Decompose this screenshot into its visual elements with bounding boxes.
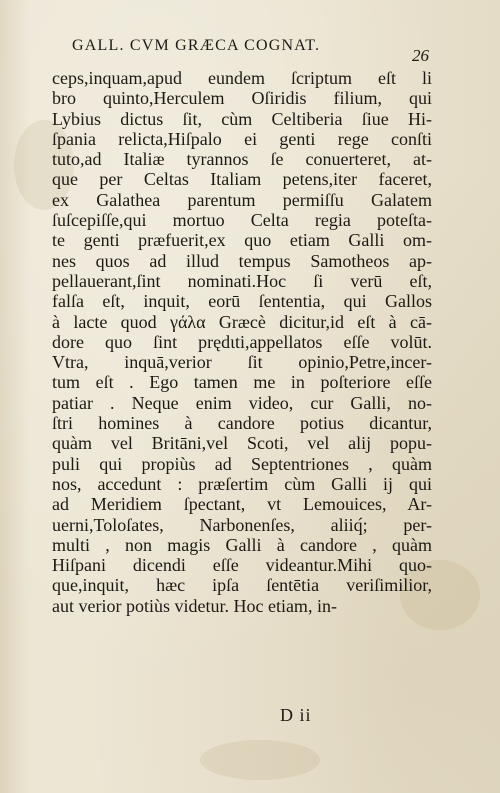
text-line: ſtri homines à candore potius dicantur, — [52, 413, 432, 434]
text-line: pellauerant,ſint nominati.Hoc ſi verū eſt, — [52, 270, 432, 291]
text-line: tum eſt . Ego tamen me in poſteriore eſſe — [52, 372, 432, 393]
paper-stain — [200, 740, 320, 780]
text-line: falſa eſt, inquit, eorū ſententia, qui Gallos — [52, 291, 432, 312]
page-number: 26 — [412, 46, 429, 65]
text-line: bro quinto,Herculem Oſiridis filium, qui — [52, 88, 432, 109]
text-line: nes quos ad illud tempus Samotheos ap- — [52, 250, 432, 271]
text-line: dore quo ſint prędιti,appellatos eſſe volūt. — [52, 331, 432, 352]
text-line: ſpania relicta,Hiſpalo ei genti rege conſti — [52, 128, 432, 149]
text-line: ad Meridiem ſpectant, vt Lemouices, Ar- — [52, 494, 432, 515]
signature-mark: D ii — [280, 705, 312, 725]
text-line: multi , non magis Galli à candore , quàm — [52, 534, 432, 555]
text-block — [52, 68, 432, 616]
text-line: patiar . Neque enim video, cur Galli, no- — [52, 392, 432, 413]
text-line: quàm vel Britāni,vel Scoti, vel alij popu- — [52, 433, 432, 454]
text-line: que,inquit, hæc ipſa ſentētia veriſimilior, — [52, 575, 432, 596]
text-line: nos, accedunt : præſertim cùm Galli ij qui — [52, 473, 432, 494]
text-line: ceps,inquam,apud eundem ſcriptum eſt li — [52, 68, 432, 88]
text-line: ſuſcepiſſe,qui mortuo Celta regia poteſta- — [52, 210, 432, 231]
text-line: Hiſpani dicendi eſſe videantur.Mihi quo- — [52, 555, 432, 576]
text-line: te genti præfuerit,ex quo etiam Galli om- — [52, 230, 432, 251]
text-line: aut verior potiùs videtur. Hoc etiam, in- — [52, 595, 337, 616]
text-line: ex Galathea parentum permiſſu Galatem — [52, 189, 432, 210]
text-line: Vtra, inquā,verior ſit opinio,Petre,incer- — [52, 352, 432, 373]
text-line: uerni,Toloſates, Narbonenſes, aliiq́; per- — [52, 514, 432, 535]
text-line: puli qui propiùs ad Septentriones , quàm — [52, 453, 432, 474]
text-line: Lybius dictus ſit, cùm Celtiberia ſiue Hi- — [52, 108, 432, 129]
text-line: à lacte quod γάλα Græcè dicitur,id eſt à cā- — [52, 311, 432, 332]
text-line: tuto,ad Italiæ tyrannos ſe conuerteret, at- — [52, 149, 432, 170]
text-line: que per Celtas Italiam petens,iter faceret, — [52, 169, 432, 190]
running-title: GALL. CVM GRÆCA COGNAT. — [72, 37, 321, 54]
